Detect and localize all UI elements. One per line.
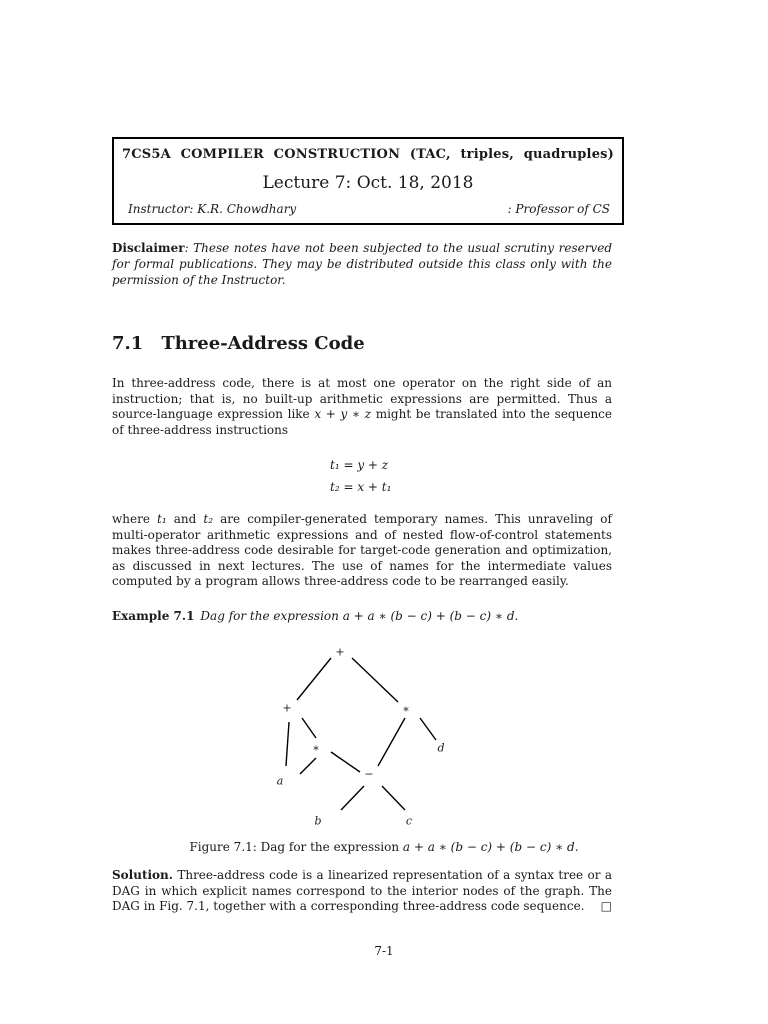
dag-node-d: d xyxy=(437,741,445,755)
dag-node-b: b xyxy=(314,814,322,828)
section-title: Three-Address Code xyxy=(161,333,365,354)
math-t2: t₂ xyxy=(203,512,214,526)
dag-edge-root-plus xyxy=(297,658,331,700)
dag-node-plus: + xyxy=(282,701,292,715)
math-t1: t₁ xyxy=(157,512,167,526)
solution-label: Solution. xyxy=(112,868,173,882)
qed-box-icon: □ xyxy=(600,899,612,913)
dag-edge-plus-times xyxy=(302,718,316,738)
page-number: 7-1 xyxy=(374,944,394,958)
figure-caption xyxy=(0,840,768,854)
dag-node-a: a xyxy=(276,774,284,788)
equation-2: t₂ = x + t₁ xyxy=(330,480,392,494)
solution-paragraph xyxy=(112,868,612,915)
solution-text: Three-address code is a linearized representation of a syntax tree or a DAG in which explicit names correspond to the interior nodes of the graph. The DAG in Fig. 7.1, together with a corresponding three-address code sequence. xyxy=(112,868,612,913)
dag-edge-minus-b xyxy=(341,786,364,810)
dag-edge-times-d xyxy=(420,718,436,740)
paragraph-intro-text: In three-address code, there is at most one operator on the right side of an instruction; that is, no built-up arithmetic expressions are permitted. Thus a source-language expression like xyxy=(112,376,612,421)
inline-expression: x + y ∗ z xyxy=(314,407,372,421)
equation-1: t₁ = y + z xyxy=(330,458,389,472)
instructor-name: Instructor: K.R. Chowdhary xyxy=(128,202,297,216)
example-text: Dag for the expression a + a ∗ (b − c) + (b − c) ∗ d. xyxy=(200,609,519,623)
paragraph-text-part: are compiler-generated temporary names. This unraveling of multi-operator arithmetic expressions and of nested flow-of-control statements makes three-address code desirable for target-code generation and optimization, as discussed in next lectures. The use of names for the intermediate values computed by a program allows three-address code to be rearranged easily. xyxy=(112,512,612,588)
dag-node-minus: − xyxy=(364,767,374,781)
section-number: 7.1 xyxy=(112,333,144,354)
dag-edge-times-minus-right xyxy=(378,718,405,766)
paragraph-text-part: where xyxy=(112,512,158,526)
instructor-title: : Professor of CS xyxy=(507,202,610,216)
dag-node-times-right: ∗ xyxy=(402,702,410,716)
disclaimer-text: : These notes have not been subjected to the usual scrutiny reserved for formal publications. They may be distributed outside this class only with the permission of the Instructor. xyxy=(112,241,612,287)
dag-node-c: c xyxy=(405,814,413,828)
paragraph-intro-text-end: might be translated into the sequence of three-address instructions xyxy=(112,407,612,437)
paragraph-text-part: and xyxy=(166,512,204,526)
dag-node-root: + xyxy=(335,645,345,659)
example-label: Example 7.1 xyxy=(112,609,195,623)
figure-caption-text: Figure 7.1: Dag for the expression xyxy=(189,840,403,854)
dag-edge-minus-c xyxy=(382,786,405,810)
dag-node-times-mid: ∗ xyxy=(312,741,320,755)
course-title: 7CS5A COMPILER CONSTRUCTION (TAC, triples, quadruples) xyxy=(121,147,615,162)
dag-edge-root-times xyxy=(352,658,398,702)
dag-edge-times-minus xyxy=(331,752,360,772)
figure-caption-expression: a + a ∗ (b − c) + (b − c) ∗ d. xyxy=(402,840,579,854)
lecture-title: Lecture 7: Oct. 18, 2018 xyxy=(262,173,474,193)
dag-edge-plus-a xyxy=(286,722,289,766)
dag-edge-times-a xyxy=(300,758,316,774)
disclaimer-label: Disclaimer xyxy=(112,241,185,255)
